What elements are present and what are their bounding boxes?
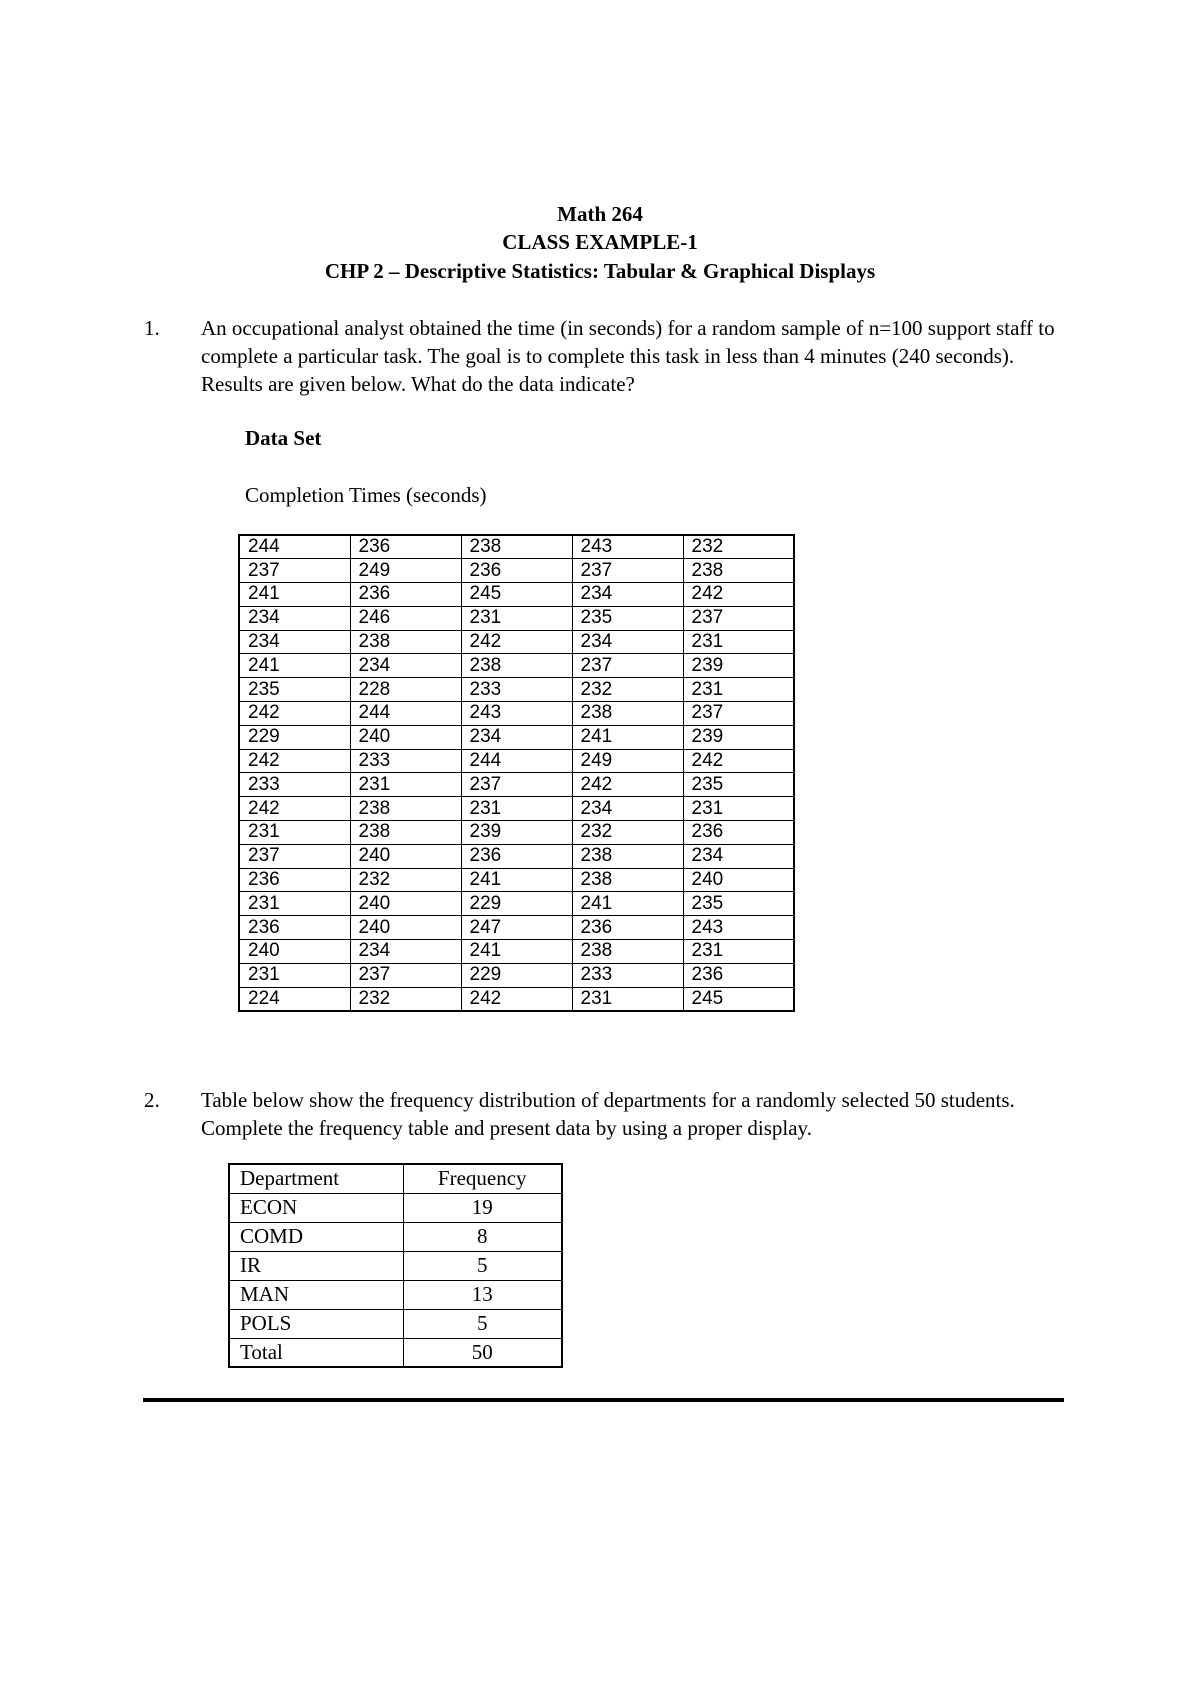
table-row	[239, 773, 794, 797]
table-row	[239, 916, 794, 940]
table-cell: 240	[350, 844, 461, 868]
question-1-text: An occupational analyst obtained the time (in seconds) for a random sample of n=100 support staff to complete a particular task. The goal is to complete this task in less than 4 minutes (240 seconds). Results are given below. What do the data indicate?	[201, 316, 1055, 396]
table-row	[239, 678, 794, 702]
table-cell: 242	[683, 583, 794, 607]
table-row	[239, 559, 794, 583]
frequency-cell: 19	[403, 1193, 562, 1222]
table-cell: 234	[239, 630, 350, 654]
table-row	[239, 725, 794, 749]
data-set-label: Data Set	[245, 426, 322, 450]
table-cell: 238	[572, 702, 683, 726]
table-cell: 244	[461, 749, 572, 773]
table-cell: 237	[239, 559, 350, 583]
table-cell: 238	[461, 654, 572, 678]
table-cell: 242	[461, 987, 572, 1011]
table-cell: 231	[683, 630, 794, 654]
table-cell: 238	[461, 535, 572, 559]
frequency-table	[228, 1163, 563, 1368]
table-cell: 231	[350, 773, 461, 797]
table-cell: 240	[350, 892, 461, 916]
table-cell: 235	[683, 892, 794, 916]
table-cell: 234	[461, 725, 572, 749]
table-cell: 238	[683, 559, 794, 583]
table-cell: 237	[572, 654, 683, 678]
department-cell: MAN	[229, 1280, 403, 1309]
table-cell: 233	[239, 773, 350, 797]
table-cell: 234	[239, 606, 350, 630]
course-title: Math 264	[557, 202, 643, 226]
table-row	[239, 963, 794, 987]
table-cell: 236	[683, 963, 794, 987]
department-cell: Total	[229, 1338, 403, 1367]
table-cell: 234	[572, 797, 683, 821]
table-row	[239, 606, 794, 630]
table-row	[239, 654, 794, 678]
table-row	[229, 1251, 562, 1280]
table-cell: 242	[572, 773, 683, 797]
department-cell: IR	[229, 1251, 403, 1280]
table-cell: 234	[683, 844, 794, 868]
table-cell: 238	[572, 844, 683, 868]
table-cell: 247	[461, 916, 572, 940]
table-row	[239, 844, 794, 868]
table-cell: 231	[239, 963, 350, 987]
department-header: Department	[229, 1164, 403, 1193]
department-cell: COMD	[229, 1222, 403, 1251]
table-cell: 233	[461, 678, 572, 702]
table-cell: 236	[461, 559, 572, 583]
table-cell: 232	[350, 987, 461, 1011]
table-cell: 239	[683, 654, 794, 678]
table-cell: 239	[461, 821, 572, 845]
horizontal-rule	[143, 1398, 1064, 1402]
table-cell: 231	[683, 940, 794, 964]
table-cell: 242	[239, 797, 350, 821]
table-row	[239, 535, 794, 559]
table-cell: 234	[350, 654, 461, 678]
table-cell: 240	[350, 916, 461, 940]
table-cell: 235	[239, 678, 350, 702]
table-cell: 232	[683, 535, 794, 559]
table-cell: 236	[239, 916, 350, 940]
table-cell: 234	[572, 583, 683, 607]
table-cell: 232	[572, 678, 683, 702]
table-cell: 241	[461, 940, 572, 964]
table-cell: 238	[350, 821, 461, 845]
table-cell: 238	[572, 940, 683, 964]
table-cell: 231	[683, 797, 794, 821]
completion-times-table	[238, 534, 795, 1012]
table-cell: 229	[461, 963, 572, 987]
table-row	[229, 1222, 562, 1251]
table-cell: 236	[239, 868, 350, 892]
table-cell: 240	[239, 940, 350, 964]
question-2-number: 2.	[144, 1088, 160, 1112]
table-row	[239, 821, 794, 845]
table-row	[229, 1309, 562, 1338]
table-cell: 234	[350, 940, 461, 964]
table-cell: 244	[350, 702, 461, 726]
table-row	[229, 1193, 562, 1222]
table-cell: 241	[461, 868, 572, 892]
table-row	[239, 702, 794, 726]
chapter-title: CHP 2 – Descriptive Statistics: Tabular & Graphical Displays	[324, 259, 876, 283]
table-cell: 241	[572, 725, 683, 749]
table-row	[239, 987, 794, 1011]
table-cell: 238	[350, 630, 461, 654]
frequency-cell: 5	[403, 1251, 562, 1280]
table-cell: 228	[350, 678, 461, 702]
table-cell: 233	[350, 749, 461, 773]
frequency-cell: 8	[403, 1222, 562, 1251]
table-cell: 241	[572, 892, 683, 916]
table-cell: 245	[683, 987, 794, 1011]
completion-times-caption: Completion Times (seconds)	[245, 483, 487, 507]
table-cell: 237	[683, 606, 794, 630]
table-cell: 232	[350, 868, 461, 892]
frequency-cell: 50	[403, 1338, 562, 1367]
frequency-table-header-row	[229, 1164, 562, 1193]
table-row	[239, 940, 794, 964]
department-cell: ECON	[229, 1193, 403, 1222]
frequency-cell: 5	[403, 1309, 562, 1338]
table-cell: 235	[683, 773, 794, 797]
table-cell: 236	[461, 844, 572, 868]
table-row	[239, 583, 794, 607]
table-row	[239, 630, 794, 654]
table-cell: 235	[572, 606, 683, 630]
table-cell: 243	[683, 916, 794, 940]
frequency-cell: 13	[403, 1280, 562, 1309]
table-cell: 236	[683, 821, 794, 845]
table-cell: 231	[683, 678, 794, 702]
table-cell: 242	[239, 749, 350, 773]
table-cell: 241	[239, 654, 350, 678]
frequency-header: Frequency	[403, 1164, 562, 1193]
table-cell: 240	[683, 868, 794, 892]
table-cell: 242	[461, 630, 572, 654]
table-cell: 243	[572, 535, 683, 559]
table-cell: 246	[350, 606, 461, 630]
table-cell: 232	[572, 821, 683, 845]
table-cell: 234	[572, 630, 683, 654]
table-cell: 237	[239, 844, 350, 868]
table-row	[239, 892, 794, 916]
table-row	[229, 1280, 562, 1309]
table-row	[239, 797, 794, 821]
table-cell: 243	[461, 702, 572, 726]
table-cell: 241	[239, 583, 350, 607]
example-title: CLASS EXAMPLE-1	[502, 230, 698, 254]
table-cell: 245	[461, 583, 572, 607]
table-cell: 244	[239, 535, 350, 559]
table-cell: 237	[572, 559, 683, 583]
table-cell: 238	[350, 797, 461, 821]
table-cell: 249	[350, 559, 461, 583]
table-cell: 239	[683, 725, 794, 749]
table-cell: 242	[683, 749, 794, 773]
table-cell: 231	[239, 821, 350, 845]
table-cell: 231	[572, 987, 683, 1011]
table-cell: 238	[572, 868, 683, 892]
table-cell: 237	[683, 702, 794, 726]
table-cell: 229	[239, 725, 350, 749]
table-row	[229, 1338, 562, 1367]
table-cell: 231	[461, 797, 572, 821]
table-cell: 236	[572, 916, 683, 940]
question-2-text: Table below show the frequency distribution of departments for a randomly selected 50 students. Complete the frequency table and present data by using a proper display.	[201, 1088, 1015, 1140]
question-1-number: 1.	[144, 316, 160, 340]
table-cell: 237	[350, 963, 461, 987]
table-cell: 231	[239, 892, 350, 916]
table-cell: 229	[461, 892, 572, 916]
table-cell: 224	[239, 987, 350, 1011]
table-cell: 236	[350, 583, 461, 607]
table-cell: 236	[350, 535, 461, 559]
table-cell: 233	[572, 963, 683, 987]
table-row	[239, 749, 794, 773]
table-cell: 231	[461, 606, 572, 630]
table-cell: 240	[350, 725, 461, 749]
table-cell: 249	[572, 749, 683, 773]
department-cell: POLS	[229, 1309, 403, 1338]
table-cell: 242	[239, 702, 350, 726]
table-row	[239, 868, 794, 892]
table-cell: 237	[461, 773, 572, 797]
